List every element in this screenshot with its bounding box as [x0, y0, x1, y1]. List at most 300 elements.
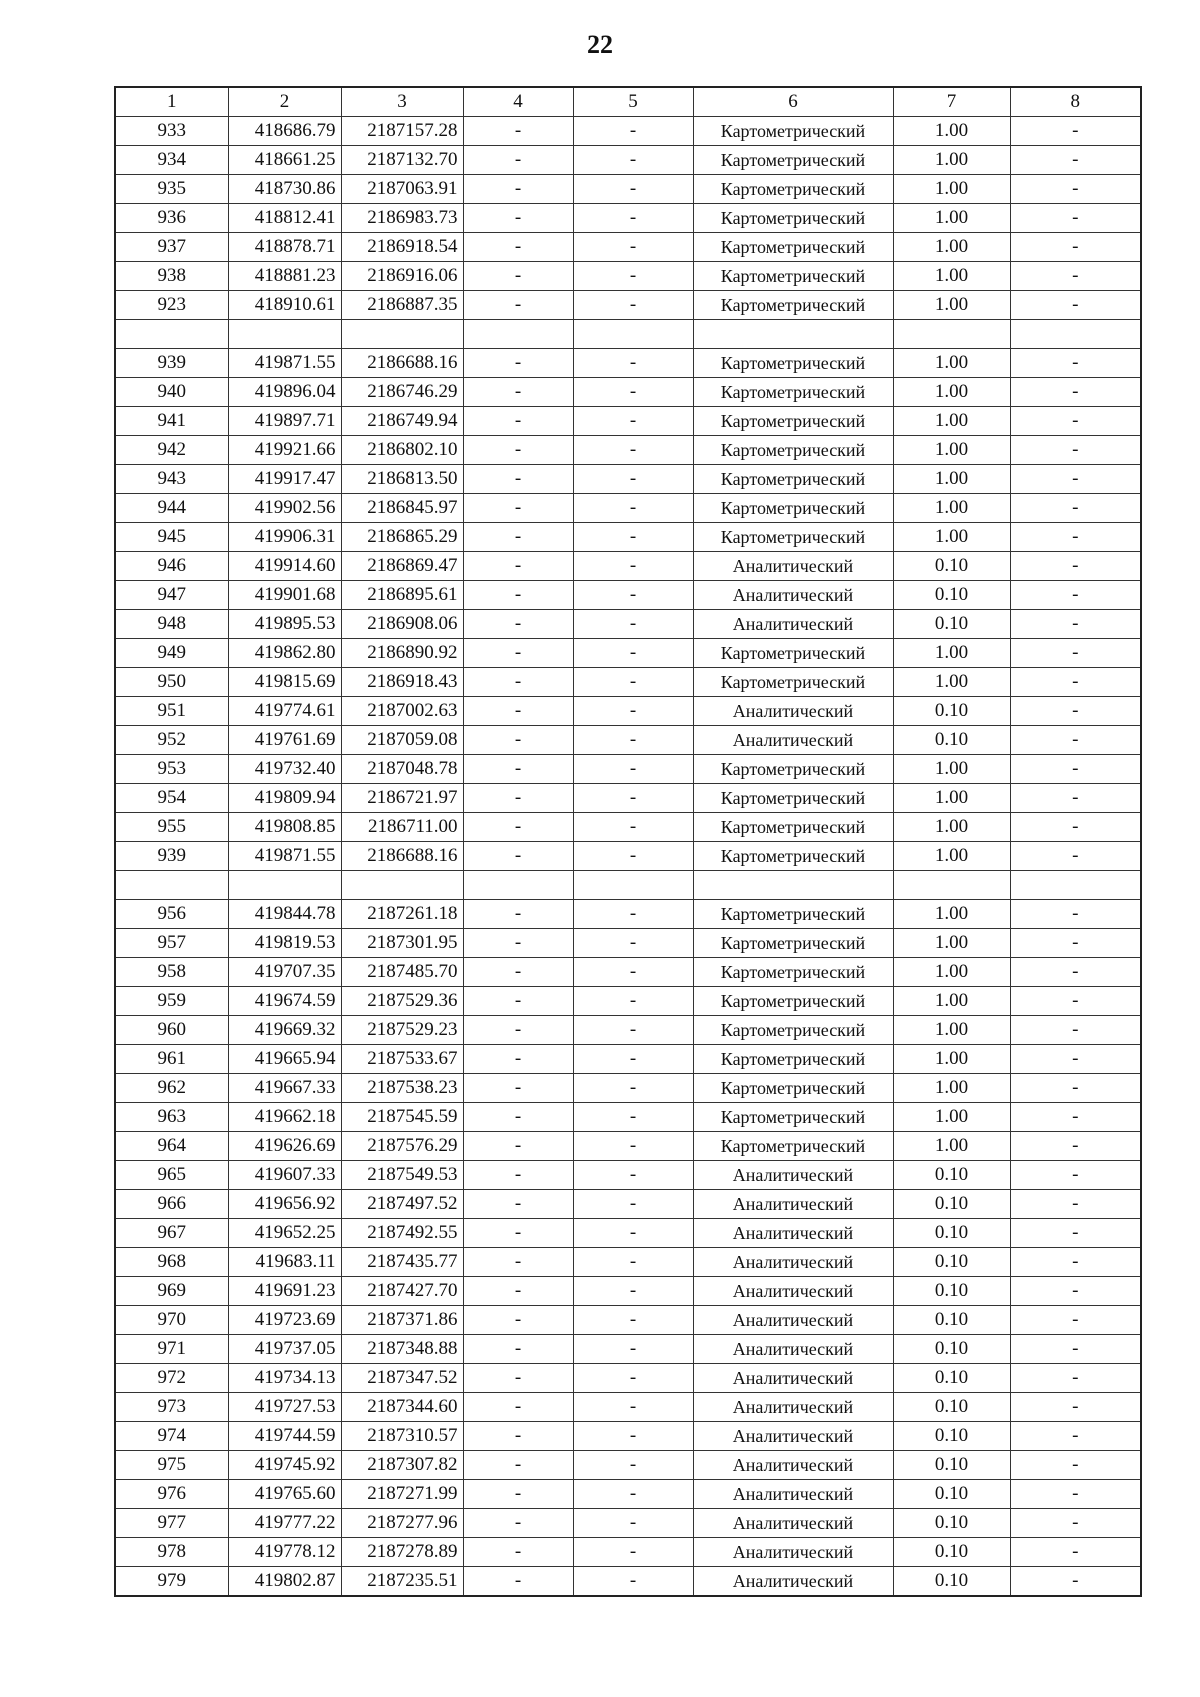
accuracy: 0.10 — [893, 1422, 1010, 1451]
method: Аналитический — [693, 552, 893, 581]
col5-value: - — [573, 262, 693, 291]
x-coordinate: 418812.41 — [228, 204, 341, 233]
x-coordinate: 419656.92 — [228, 1190, 341, 1219]
col4-value: - — [463, 204, 573, 233]
col5-value: - — [573, 1393, 693, 1422]
y-coordinate: 2187533.67 — [341, 1045, 463, 1074]
y-coordinate: 2187549.53 — [341, 1161, 463, 1190]
x-coordinate: 419844.78 — [228, 900, 341, 929]
col8-value: - — [1010, 1422, 1141, 1451]
y-coordinate: 2187485.70 — [341, 958, 463, 987]
table-row — [115, 1480, 1141, 1509]
y-coordinate: 2186918.43 — [341, 668, 463, 697]
col8-value: - — [1010, 378, 1141, 407]
col4-value: - — [463, 1509, 573, 1538]
method: Аналитический — [693, 1480, 893, 1509]
table-row — [115, 697, 1141, 726]
method: Картометрический — [693, 1045, 893, 1074]
y-coordinate: 2187529.23 — [341, 1016, 463, 1045]
col4-value: - — [463, 552, 573, 581]
accuracy: 0.10 — [893, 552, 1010, 581]
column-header: 7 — [893, 87, 1010, 117]
col5-value: - — [573, 1451, 693, 1480]
column-header: 8 — [1010, 87, 1141, 117]
accuracy: 1.00 — [893, 755, 1010, 784]
col5-value: - — [573, 958, 693, 987]
x-coordinate: 419765.60 — [228, 1480, 341, 1509]
col4-value: - — [463, 1103, 573, 1132]
x-coordinate — [228, 871, 341, 900]
point-number: 958 — [115, 958, 228, 987]
x-coordinate: 419665.94 — [228, 1045, 341, 1074]
point-number: 947 — [115, 581, 228, 610]
col8-value: - — [1010, 349, 1141, 378]
accuracy: 0.10 — [893, 1190, 1010, 1219]
accuracy: 0.10 — [893, 1161, 1010, 1190]
method: Картометрический — [693, 523, 893, 552]
y-coordinate: 2187371.86 — [341, 1306, 463, 1335]
col5-value: - — [573, 233, 693, 262]
y-coordinate: 2186865.29 — [341, 523, 463, 552]
method: Картометрический — [693, 929, 893, 958]
table-row — [115, 987, 1141, 1016]
table-row — [115, 233, 1141, 262]
point-number: 954 — [115, 784, 228, 813]
point-number: 973 — [115, 1393, 228, 1422]
table-row — [115, 639, 1141, 668]
point-number: 945 — [115, 523, 228, 552]
x-coordinate: 419674.59 — [228, 987, 341, 1016]
col5-value: - — [573, 842, 693, 871]
x-coordinate: 419774.61 — [228, 697, 341, 726]
method: Картометрический — [693, 291, 893, 320]
col4-value: - — [463, 1161, 573, 1190]
col8-value — [1010, 871, 1141, 900]
table-row — [115, 407, 1141, 436]
method: Аналитический — [693, 581, 893, 610]
col5-value: - — [573, 1219, 693, 1248]
col8-value: - — [1010, 1045, 1141, 1074]
col4-value: - — [463, 1248, 573, 1277]
table-row — [115, 1190, 1141, 1219]
point-number: 979 — [115, 1567, 228, 1597]
table-row — [115, 958, 1141, 987]
accuracy: 1.00 — [893, 233, 1010, 262]
col8-value: - — [1010, 262, 1141, 291]
method: Картометрический — [693, 436, 893, 465]
x-coordinate: 419808.85 — [228, 813, 341, 842]
method: Картометрический — [693, 900, 893, 929]
col5-value: - — [573, 1509, 693, 1538]
table-row — [115, 204, 1141, 233]
col8-value: - — [1010, 726, 1141, 755]
y-coordinate: 2187261.18 — [341, 900, 463, 929]
col8-value: - — [1010, 610, 1141, 639]
point-number: 978 — [115, 1538, 228, 1567]
y-coordinate: 2186802.10 — [341, 436, 463, 465]
col5-value: - — [573, 813, 693, 842]
x-coordinate: 419737.05 — [228, 1335, 341, 1364]
table-row — [115, 1509, 1141, 1538]
col5-value: - — [573, 204, 693, 233]
col5-value: - — [573, 349, 693, 378]
col8-value: - — [1010, 1335, 1141, 1364]
col5-value: - — [573, 1248, 693, 1277]
column-header: 1 — [115, 87, 228, 117]
col5-value: - — [573, 407, 693, 436]
x-coordinate: 419901.68 — [228, 581, 341, 610]
col8-value: - — [1010, 755, 1141, 784]
table-row — [115, 465, 1141, 494]
col5-value: - — [573, 1335, 693, 1364]
accuracy: 1.00 — [893, 378, 1010, 407]
accuracy: 1.00 — [893, 291, 1010, 320]
method — [693, 320, 893, 349]
accuracy: 0.10 — [893, 1248, 1010, 1277]
table-row — [115, 1538, 1141, 1567]
point-number: 948 — [115, 610, 228, 639]
col5-value: - — [573, 1567, 693, 1597]
col8-value: - — [1010, 1538, 1141, 1567]
y-coordinate: 2187235.51 — [341, 1567, 463, 1597]
method: Картометрический — [693, 1103, 893, 1132]
col4-value: - — [463, 1393, 573, 1422]
table-row — [115, 784, 1141, 813]
accuracy: 0.10 — [893, 1451, 1010, 1480]
method: Аналитический — [693, 1364, 893, 1393]
x-coordinate: 419917.47 — [228, 465, 341, 494]
col8-value: - — [1010, 1306, 1141, 1335]
point-number: 949 — [115, 639, 228, 668]
point-number: 964 — [115, 1132, 228, 1161]
col8-value: - — [1010, 1190, 1141, 1219]
point-number: 953 — [115, 755, 228, 784]
x-coordinate: 419777.22 — [228, 1509, 341, 1538]
method: Картометрический — [693, 146, 893, 175]
page-number: 22 — [587, 30, 613, 59]
col4-value: - — [463, 436, 573, 465]
table-row — [115, 755, 1141, 784]
column-header: 6 — [693, 87, 893, 117]
accuracy: 1.00 — [893, 407, 1010, 436]
col8-value: - — [1010, 842, 1141, 871]
col5-value: - — [573, 1306, 693, 1335]
point-number: 952 — [115, 726, 228, 755]
col8-value: - — [1010, 987, 1141, 1016]
col5-value: - — [573, 1103, 693, 1132]
x-coordinate: 419745.92 — [228, 1451, 341, 1480]
table-row — [115, 1335, 1141, 1364]
y-coordinate: 2187310.57 — [341, 1422, 463, 1451]
col5-value: - — [573, 784, 693, 813]
y-coordinate: 2187157.28 — [341, 117, 463, 146]
y-coordinate: 2187301.95 — [341, 929, 463, 958]
col8-value: - — [1010, 175, 1141, 204]
col4-value: - — [463, 523, 573, 552]
col8-value: - — [1010, 1103, 1141, 1132]
table-row — [115, 1045, 1141, 1074]
y-coordinate: 2187347.52 — [341, 1364, 463, 1393]
col5-value: - — [573, 639, 693, 668]
method: Картометрический — [693, 755, 893, 784]
table-row — [115, 146, 1141, 175]
point-number: 968 — [115, 1248, 228, 1277]
col4-value: - — [463, 581, 573, 610]
table-row — [115, 1248, 1141, 1277]
col4-value: - — [463, 755, 573, 784]
point-number: 959 — [115, 987, 228, 1016]
column-header: 5 — [573, 87, 693, 117]
accuracy: 1.00 — [893, 436, 1010, 465]
accuracy: 0.10 — [893, 581, 1010, 610]
table-row — [115, 494, 1141, 523]
table-row — [115, 900, 1141, 929]
y-coordinate: 2187492.55 — [341, 1219, 463, 1248]
accuracy: 1.00 — [893, 958, 1010, 987]
table-row — [115, 262, 1141, 291]
accuracy: 1.00 — [893, 262, 1010, 291]
col8-value: - — [1010, 1277, 1141, 1306]
point-number: 942 — [115, 436, 228, 465]
col5-value: - — [573, 1132, 693, 1161]
accuracy: 0.10 — [893, 1509, 1010, 1538]
col4-value: - — [463, 1277, 573, 1306]
col4-value: - — [463, 1132, 573, 1161]
table-row — [115, 523, 1141, 552]
col5-value: - — [573, 1480, 693, 1509]
method: Аналитический — [693, 1422, 893, 1451]
table-row — [115, 378, 1141, 407]
table-row — [115, 813, 1141, 842]
col4-value: - — [463, 697, 573, 726]
col5-value — [573, 320, 693, 349]
accuracy: 1.00 — [893, 987, 1010, 1016]
table-row — [115, 349, 1141, 378]
col4-value: - — [463, 900, 573, 929]
y-coordinate: 2186916.06 — [341, 262, 463, 291]
coordinates-table — [114, 86, 1142, 1597]
col8-value: - — [1010, 436, 1141, 465]
col5-value: - — [573, 436, 693, 465]
col4-value: - — [463, 146, 573, 175]
y-coordinate: 2187545.59 — [341, 1103, 463, 1132]
x-coordinate: 419778.12 — [228, 1538, 341, 1567]
method: Аналитический — [693, 697, 893, 726]
accuracy: 0.10 — [893, 1335, 1010, 1364]
point-number: 939 — [115, 842, 228, 871]
col8-value: - — [1010, 1016, 1141, 1045]
col5-value: - — [573, 987, 693, 1016]
point-number: 976 — [115, 1480, 228, 1509]
point-number: 939 — [115, 349, 228, 378]
col8-value: - — [1010, 929, 1141, 958]
col8-value: - — [1010, 639, 1141, 668]
y-coordinate: 2187002.63 — [341, 697, 463, 726]
col5-value: - — [573, 1074, 693, 1103]
x-coordinate: 418881.23 — [228, 262, 341, 291]
point-number: 969 — [115, 1277, 228, 1306]
accuracy: 1.00 — [893, 1074, 1010, 1103]
table-row — [115, 320, 1141, 349]
point-number: 967 — [115, 1219, 228, 1248]
col5-value: - — [573, 581, 693, 610]
col8-value: - — [1010, 697, 1141, 726]
point-number: 941 — [115, 407, 228, 436]
x-coordinate: 419707.35 — [228, 958, 341, 987]
y-coordinate: 2187435.77 — [341, 1248, 463, 1277]
point-number — [115, 871, 228, 900]
y-coordinate: 2186813.50 — [341, 465, 463, 494]
x-coordinate: 419896.04 — [228, 378, 341, 407]
y-coordinate: 2187271.99 — [341, 1480, 463, 1509]
method: Картометрический — [693, 987, 893, 1016]
method: Картометрический — [693, 262, 893, 291]
table-row — [115, 1364, 1141, 1393]
x-coordinate: 418661.25 — [228, 146, 341, 175]
col4-value: - — [463, 1480, 573, 1509]
x-coordinate: 419734.13 — [228, 1364, 341, 1393]
col4-value: - — [463, 262, 573, 291]
table-row — [115, 1567, 1141, 1597]
point-number: 955 — [115, 813, 228, 842]
x-coordinate: 419862.80 — [228, 639, 341, 668]
point-number: 965 — [115, 1161, 228, 1190]
point-number: 970 — [115, 1306, 228, 1335]
col5-value: - — [573, 697, 693, 726]
point-number: 936 — [115, 204, 228, 233]
table-row — [115, 1422, 1141, 1451]
col4-value: - — [463, 1074, 573, 1103]
accuracy: 1.00 — [893, 175, 1010, 204]
method: Аналитический — [693, 610, 893, 639]
y-coordinate: 2187427.70 — [341, 1277, 463, 1306]
col4-value: - — [463, 117, 573, 146]
point-number: 972 — [115, 1364, 228, 1393]
col4-value: - — [463, 1016, 573, 1045]
accuracy: 0.10 — [893, 1538, 1010, 1567]
accuracy: 0.10 — [893, 1480, 1010, 1509]
table-row — [115, 581, 1141, 610]
table-row — [115, 1074, 1141, 1103]
point-number: 937 — [115, 233, 228, 262]
y-coordinate: 2186918.54 — [341, 233, 463, 262]
accuracy: 1.00 — [893, 117, 1010, 146]
method: Аналитический — [693, 1277, 893, 1306]
y-coordinate: 2186721.97 — [341, 784, 463, 813]
x-coordinate: 419761.69 — [228, 726, 341, 755]
col4-value: - — [463, 610, 573, 639]
col8-value: - — [1010, 1132, 1141, 1161]
method: Картометрический — [693, 958, 893, 987]
col4-value: - — [463, 784, 573, 813]
table-row — [115, 1277, 1141, 1306]
accuracy: 1.00 — [893, 813, 1010, 842]
x-coordinate: 419802.87 — [228, 1567, 341, 1597]
method: Картометрический — [693, 1132, 893, 1161]
accuracy — [893, 320, 1010, 349]
point-number: 962 — [115, 1074, 228, 1103]
point-number: 960 — [115, 1016, 228, 1045]
col8-value: - — [1010, 1480, 1141, 1509]
col8-value: - — [1010, 813, 1141, 842]
accuracy: 0.10 — [893, 1364, 1010, 1393]
column-header: 3 — [341, 87, 463, 117]
y-coordinate: 2186688.16 — [341, 349, 463, 378]
col5-value: - — [573, 1016, 693, 1045]
accuracy: 1.00 — [893, 842, 1010, 871]
method: Аналитический — [693, 1306, 893, 1335]
accuracy: 1.00 — [893, 204, 1010, 233]
col5-value: - — [573, 378, 693, 407]
accuracy: 0.10 — [893, 610, 1010, 639]
x-coordinate — [228, 320, 341, 349]
col4-value: - — [463, 1219, 573, 1248]
method: Аналитический — [693, 1451, 893, 1480]
accuracy: 1.00 — [893, 349, 1010, 378]
method: Картометрический — [693, 407, 893, 436]
col5-value: - — [573, 1277, 693, 1306]
table-row — [115, 1132, 1141, 1161]
col4-value: - — [463, 726, 573, 755]
col4-value: - — [463, 175, 573, 204]
y-coordinate: 2187497.52 — [341, 1190, 463, 1219]
accuracy: 1.00 — [893, 784, 1010, 813]
col8-value: - — [1010, 1509, 1141, 1538]
col8-value: - — [1010, 523, 1141, 552]
accuracy: 0.10 — [893, 1567, 1010, 1597]
col8-value: - — [1010, 1364, 1141, 1393]
col8-value: - — [1010, 552, 1141, 581]
table-row — [115, 1451, 1141, 1480]
col4-value: - — [463, 1422, 573, 1451]
x-coordinate: 419727.53 — [228, 1393, 341, 1422]
y-coordinate: 2187132.70 — [341, 146, 463, 175]
method: Картометрический — [693, 349, 893, 378]
accuracy: 1.00 — [893, 900, 1010, 929]
col5-value: - — [573, 465, 693, 494]
x-coordinate: 419662.18 — [228, 1103, 341, 1132]
x-coordinate: 419819.53 — [228, 929, 341, 958]
point-number — [115, 320, 228, 349]
x-coordinate: 419809.94 — [228, 784, 341, 813]
col5-value: - — [573, 175, 693, 204]
column-header: 4 — [463, 87, 573, 117]
col8-value: - — [1010, 1219, 1141, 1248]
accuracy: 0.10 — [893, 697, 1010, 726]
col4-value: - — [463, 929, 573, 958]
col5-value: - — [573, 668, 693, 697]
col4-value: - — [463, 291, 573, 320]
y-coordinate — [341, 320, 463, 349]
col8-value: - — [1010, 1451, 1141, 1480]
table-body — [115, 117, 1141, 1597]
col5-value: - — [573, 1364, 693, 1393]
col4-value: - — [463, 465, 573, 494]
col4-value: - — [463, 668, 573, 697]
point-number: 971 — [115, 1335, 228, 1364]
table-row — [115, 291, 1141, 320]
col4-value — [463, 320, 573, 349]
accuracy: 0.10 — [893, 1219, 1010, 1248]
point-number: 950 — [115, 668, 228, 697]
col8-value — [1010, 320, 1141, 349]
col4-value: - — [463, 494, 573, 523]
point-number: 946 — [115, 552, 228, 581]
y-coordinate: 2187277.96 — [341, 1509, 463, 1538]
accuracy: 0.10 — [893, 726, 1010, 755]
col4-value: - — [463, 1364, 573, 1393]
col4-value: - — [463, 1045, 573, 1074]
